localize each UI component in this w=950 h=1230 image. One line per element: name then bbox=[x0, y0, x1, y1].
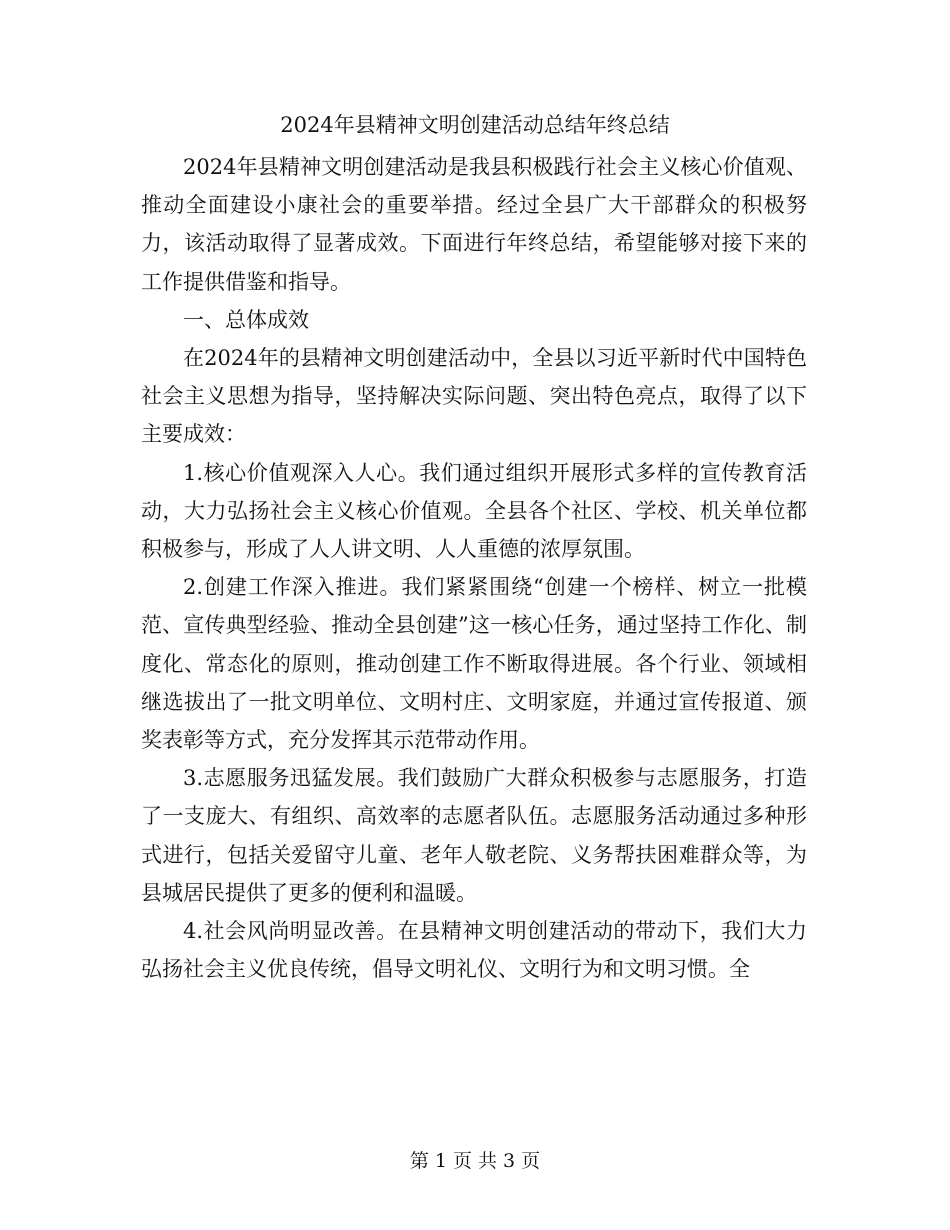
section-heading: 一、总体成效 bbox=[183, 307, 309, 332]
document-body bbox=[141, 148, 807, 988]
page-number-footer: 第 1 页 共 3 页 bbox=[409, 1150, 541, 1172]
paragraph-overview: 在2024年的县精神文明创建活动中，全县以习近平新时代中国特色社会主义思想为指导，坚持解决实际问题、突出特色亮点，取得了以下主要成效： bbox=[141, 346, 807, 447]
paragraph-item-3: 3.志愿服务迅猛发展。我们鼓励广大群众积极参与志愿服务，打造了一支庞大、有组织、高效率的志愿者队伍。志愿服务活动通过多种形式进行，包括关爱留守儿童、老年人敬老院、义务帮扶困难群众等，为县城居民提供了更多的便利和温暖。 bbox=[141, 766, 807, 905]
paragraph-item-2: 2.创建工作深入推进。我们紧紧围绕“创建一个榜样、树立一批模范、宣传典型经验、推动全县创建”这一核心任务，通过坚持工作化、制度化、常态化的原则，推动创建工作不断取得进展。各个行业、领域相继选拔出了一批文明单位、文明村庄、文明家庭，并通过宣传报道、颁奖表彰等方式，充分发挥其示范带动作用。 bbox=[141, 575, 807, 753]
paragraph-item-1: 1.核心价值观深入人心。我们通过组织开展形式多样的宣传教育活动，大力弘扬社会主义核心价值观。全县各个社区、学校、机关单位都积极参与，形成了人人讲文明、人人重德的浓厚氛围。 bbox=[141, 460, 807, 562]
document-title: 2024年县精神文明创建活动总结年终总结 bbox=[280, 113, 670, 137]
paragraph-intro: 2024年县精神文明创建活动是我县积极践行社会主义核心价值观、推动全面建设小康社会的重要举措。经过全县广大干部群众的积极努力，该活动取得了显著成效。下面进行年终总结，希望能够对接下来的工作提供借鉴和指导。 bbox=[141, 155, 807, 294]
paragraph-item-4: 4.社会风尚明显改善。在县精神文明创建活动的带动下，我们大力弘扬社会主义优良传统，倡导文明礼仪、文明行为和文明习惯。全 bbox=[141, 919, 807, 982]
